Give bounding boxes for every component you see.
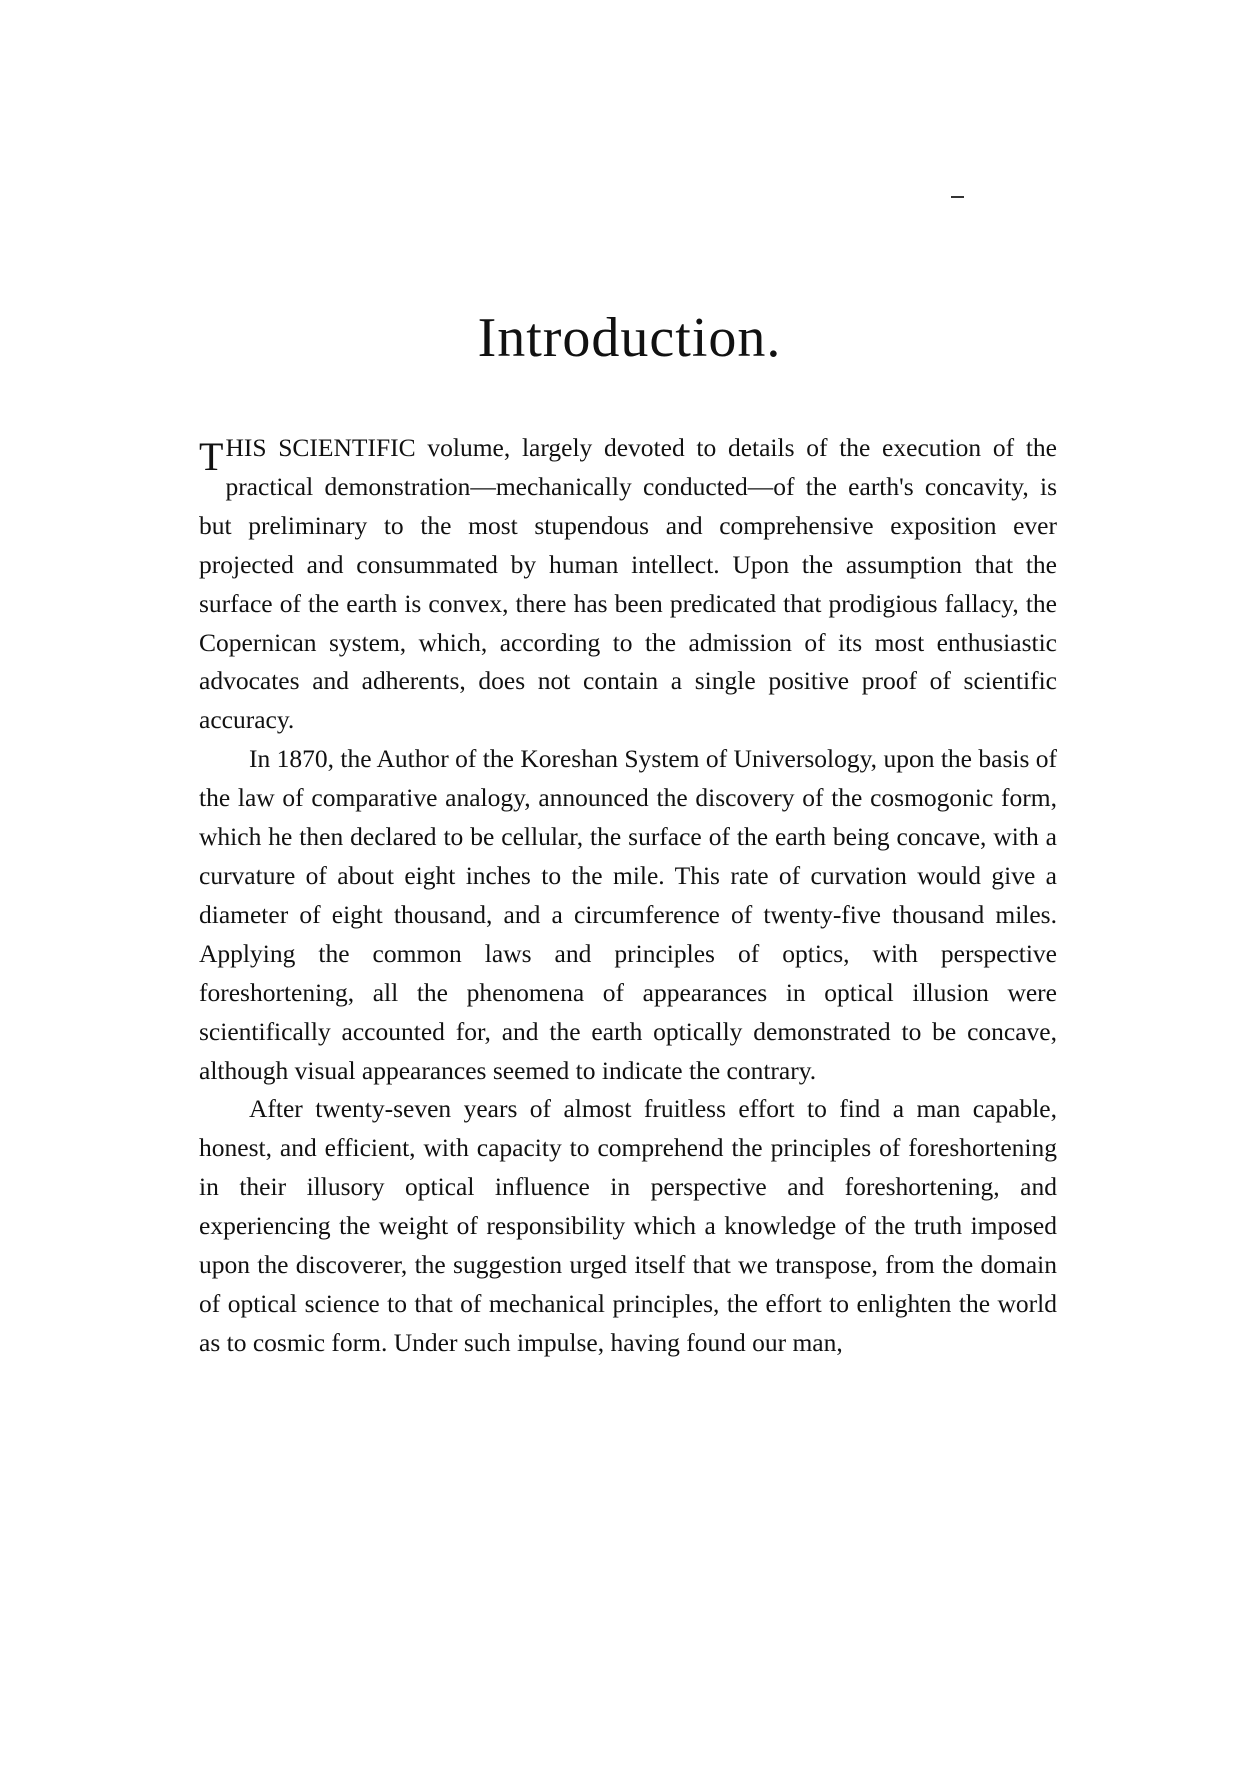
paragraph-2: In 1870, the Author of the Koreshan System of Universology, upon the basis of the law of comparative analogy, announced the discovery of the cosmogonic form, which he then declared to be cellular, the surface of the earth being concave, with a curvature of about eight inches to the mile. This rate of curvation would give a diameter of eight thousand, and a circumference of twenty-five thousand miles. Applying the common laws and principles of optics, with perspective foreshortening, all the phenomena of appearances in optical illusion were scientifically accounted for, and the earth optically demonstrated to be concave, although visual appearances seemed to indicate the contrary. [199,744,1057,1085]
stray-ink-mark [951,196,964,198]
paragraph-1-text: HIS SCIENTIFIC volume, largely devoted to details of the execution of the practical demonstration—mechanically conducted—of the earth's concavity, is but preliminary to the most stupendous and comprehensive exposition ever projected and consummated by human intellect. Upon the assumption that the surface of the earth is convex, there has been predicated that prodigious fallacy, the Copernican system, which, according to the admission of its most enthusiastic advocates and adherents, does not contain a single positive proof of scientific accuracy. [199,433,1057,735]
page-title: Introduction. [477,307,782,369]
body-text [199,429,1057,1363]
paragraph-3: After twenty-seven years of almost fruitless effort to find a man capable, honest, and efficient, with capacity to comprehend the principles of foreshortening in their illusory optical influence in perspective and foreshortening, and experiencing the weight of responsibility which a knowledge of the truth imposed upon the discoverer, the suggestion urged itself that we transpose, from the domain of optical science to that of mechanical principles, the effort to enlighten the world as to cosmic form. Under such impulse, having found our man, [199,1094,1057,1357]
paragraph-1 [199,429,1057,740]
drop-cap: T [199,434,224,479]
